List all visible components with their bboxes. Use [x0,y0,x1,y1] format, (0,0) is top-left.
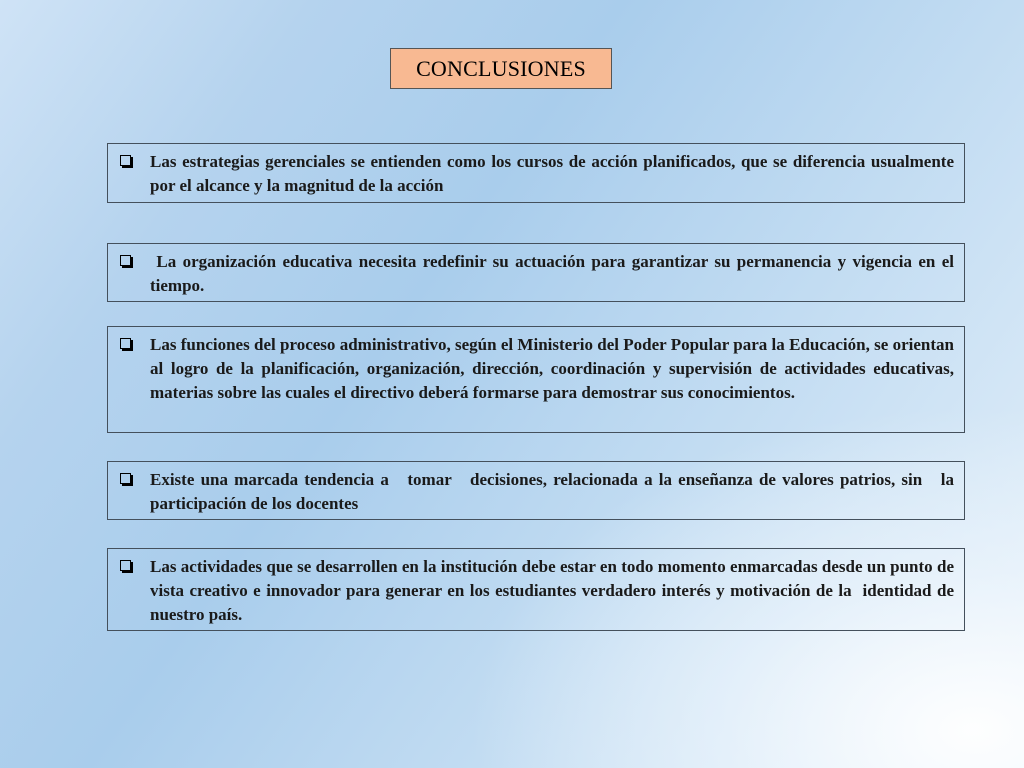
conclusion-card [107,143,965,203]
square-bullet-icon [120,155,131,166]
conclusion-card [107,326,965,433]
conclusion-text: La organización educativa necesita redefinir su actuación para garantizar su permanencia y vigencia en el tiempo. [150,252,959,295]
conclusion-text: Las actividades que se desarrollen en la institución debe estar en todo momento enmarcadas desde un punto de vista creativo e innovador para generar en los estudiantes verdadero interés y motivación de la identidad de nuestro país. [150,557,959,624]
conclusion-text: Las funciones del proceso administrativo, según el Ministerio del Poder Popular para la Educación, se orientan al logro de la planificación, organización, dirección, coordinación y supervisión de actividades educativas, materias sobre las cuales el directivo deberá formarse para demostrar sus conocimientos. [150,335,959,402]
conclusion-card [107,548,965,631]
slide-title: CONCLUSIONES [416,55,586,81]
conclusion-card [107,461,965,520]
conclusion-text: Las estrategias gerenciales se entienden como los cursos de acción planificados, que se diferencia usualmente por el alcance y la magnitud de la acción [150,152,959,195]
square-bullet-icon [120,473,131,484]
title-box [390,48,612,89]
square-bullet-icon [120,338,131,349]
square-bullet-icon [120,255,131,266]
square-bullet-icon [120,560,131,571]
conclusion-text: Existe una marcada tendencia a tomar decisiones, relacionada a la enseñanza de valores patrios, sin la participación de los docentes [150,470,967,513]
conclusion-card [107,243,965,302]
